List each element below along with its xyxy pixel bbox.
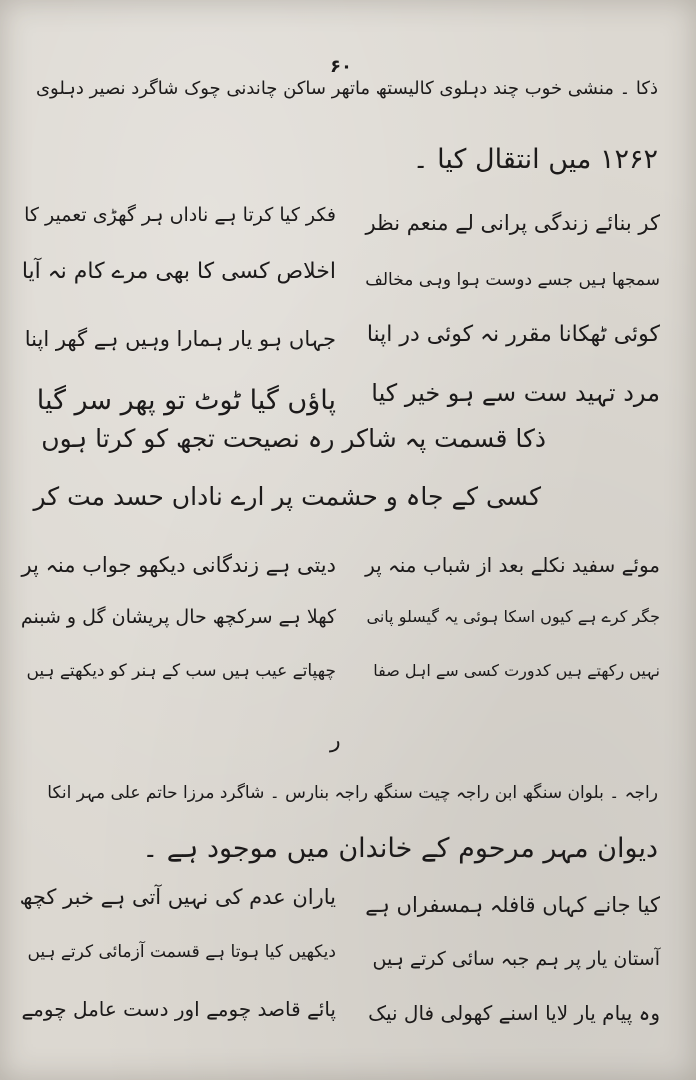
center-verse-2: کسی کے جاہ و حشمت پر ارے ناداں حسد مت کر bbox=[33, 482, 541, 511]
verse-left: پاؤں گیا ٹوٹ تو پھر سر گیا bbox=[36, 385, 336, 416]
verse-right: کر بنائے زندگی پرانی لے منعم نظر bbox=[365, 211, 660, 235]
verse-left: کھلا ہے سرکچھ حال پریشان گل و شبنم bbox=[20, 606, 336, 628]
verse-right: مرد تہید ست سے ہو خیر کیا bbox=[371, 379, 660, 407]
entry2-header-line2: دیوان مہر مرحوم کے خاندان میں موجود ہے ۔ bbox=[142, 833, 658, 864]
verse-left: چھپاتے عیب ہیں سب کے ہنر کو دیکھتے ہیں bbox=[26, 661, 336, 681]
section-mark: ر bbox=[330, 728, 341, 753]
verse-left: اخلاص کسی کا بھی مرے کام نہ آیا bbox=[21, 259, 336, 284]
verse-left: پائے قاصد چومے اور دست عامل چومے bbox=[21, 997, 336, 1021]
entry2-header-line1: راجہ ۔ بلوان سنگھ ابن راجہ چیت سنگھ راجہ بنارس ۔ شاگرد مرزا حاتم علی مہر انکا bbox=[47, 783, 658, 803]
verse-left: جہاں ہو یار ہمارا وہیں ہے گھر اپنا bbox=[24, 327, 336, 351]
verse-right: آستان یار پر ہم جبہ سائی کرتے ہیں bbox=[372, 948, 660, 970]
verse-right: نہیں رکھتے ہیں کدورت کسی سے اہل صفا bbox=[373, 661, 660, 680]
verse-left: یاران عدم کی نہیں آتی ہے خبر کچھ bbox=[19, 885, 336, 909]
verse-right: کوئی ٹھکانا مقرر نہ کوئی در اپنا bbox=[366, 322, 660, 347]
verse-left: فکر کیا کرتا ہے ناداں ہر گھڑی تعمیر کا bbox=[24, 204, 336, 226]
verse-left: دیتی ہے زندگانی دیکھو جواب منہ پر bbox=[21, 553, 336, 577]
verse-left: دیکھیں کیا ہوتا ہے قسمت آزمائی کرتے ہیں bbox=[27, 942, 336, 962]
verse-right: جگر کرے ہے کیوں اسکا ہوئی یہ گیسلو پانی bbox=[366, 607, 660, 626]
center-verse-1: ذکا قسمت پہ شاکر رہ نصیحت تجھ کو کرتا ہوں bbox=[41, 424, 546, 453]
verse-right: وہ پیام یار لایا اسنے کھولی فال نیک bbox=[368, 1001, 660, 1025]
page-number: ۶۰ bbox=[330, 56, 352, 77]
entry1-header-line2: ۱۲۶۲ میں انتقال کیا ۔ bbox=[412, 144, 658, 175]
verse-right: سمجھا ہیں جسے دوست ہوا وہی مخالف bbox=[365, 270, 660, 290]
verse-right: موئے سفید نکلے بعد از شباب منہ پر bbox=[365, 553, 660, 577]
entry1-header-line1: ذکا ۔ منشی خوب چند دہلوی کالیستھ ماتھر ساکن چاندنی چوک شاگرد نصیر دہلوی bbox=[35, 78, 658, 99]
verse-right: کیا جانے کہاں قافلہ ہمسفراں ہے bbox=[365, 893, 660, 917]
